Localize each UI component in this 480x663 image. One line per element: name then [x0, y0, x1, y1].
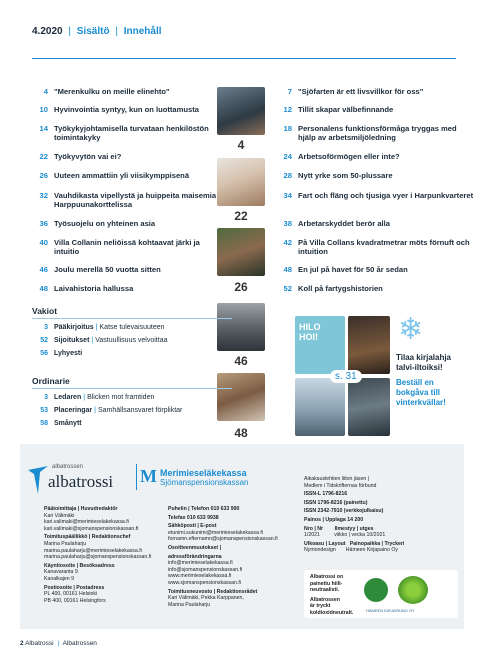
- masthead-heading: Sähköposti | E-post: [168, 523, 217, 530]
- toc-page-number: 12: [283, 105, 292, 114]
- photo-history-man[interactable]: [217, 373, 265, 421]
- regular-item[interactable]: 53 Placeringar | Samhällsansvaret förpliktar: [32, 406, 182, 415]
- logo-big-text: albatrossi: [48, 472, 114, 491]
- toc-title: Työsuojelu on yhteinen asia: [54, 219, 156, 228]
- ad-text-fi: Tilaa kirjalahja talvi-iltoiksi!: [396, 353, 451, 372]
- item-label: Smånytt: [54, 420, 82, 427]
- toc-page-number: 14: [39, 124, 48, 133]
- toc-page-number: 28: [283, 171, 292, 180]
- toc-title: Arbetarskyddet berör alla: [298, 219, 391, 228]
- masthead-heading: ISSN 1796-8216 (painettu): [304, 499, 368, 506]
- toc-title: "Merenkulku on meille elinehto": [54, 87, 170, 96]
- masthead-text: PL 400, 00161 Helsinki: [44, 591, 98, 598]
- page-footer: 2 Albatrossi | Albatrossen: [20, 640, 97, 647]
- toc-title: Vauhdikasta vipellystä ja huippeita maisemia Harppuunakorttelissa: [54, 191, 217, 209]
- masthead-heading: Ulkoasu | Layout Painopaikka | Tryckeri: [304, 540, 405, 547]
- masthead-heading: Osoitteenmuutokset |: [168, 544, 222, 551]
- toc-page-number: 38: [283, 219, 292, 228]
- item-subtitle: Blicken mot framtiden: [87, 394, 155, 401]
- page-number: 2: [20, 640, 24, 647]
- eco-text: Albatrossi on painettu hiili- neutraalisti. Albatrossen är tryckt koldioxidneutralt.: [310, 574, 354, 616]
- toc-title: En jul på havet för 50 år sedan: [298, 265, 408, 274]
- toc-page-number: 32: [39, 191, 48, 200]
- section-ordinarie-title: Ordinarie: [32, 376, 70, 386]
- masthead-heading: Nro | Nr Ilmestyy | utges: [304, 525, 374, 532]
- masthead-text: www.merimieselakekassa.fi: [168, 573, 232, 580]
- masthead-text: etunimi.sukunimi@merimieselakekassa.fi: [168, 529, 263, 536]
- printer-badge: HÄMEEN KIRJAPAINO OY: [366, 608, 415, 613]
- toc-page-number: 10: [39, 105, 48, 114]
- photo-ship-history[interactable]: [217, 303, 265, 351]
- book-cover-hilo-hoi[interactable]: [295, 316, 345, 374]
- org-name-fi: Merimieseläkekassa: [160, 468, 247, 478]
- photo-interview-man[interactable]: [217, 87, 265, 135]
- toc-page-number: 40: [39, 238, 48, 247]
- masthead-column-1: [44, 506, 164, 604]
- book-cover-4[interactable]: [348, 378, 390, 436]
- masthead-text: www.sjomanspensionskassan.fi: [168, 579, 241, 586]
- masthead-heading: Toimituspäällikkö | Redaktionschef: [44, 534, 131, 541]
- toc-page-number: 52: [283, 284, 292, 293]
- logo-small-text: albatrossen: [52, 464, 84, 470]
- mek-logo-icon: M: [140, 466, 157, 486]
- toc-title: Fart och fläng och tjusiga vyer i Harpunkvarteret: [298, 191, 474, 200]
- contents-fi: Sisältö: [76, 26, 110, 37]
- toc-title: Työkykyjohtamisella turvataan henkilöstön toimintakyky: [54, 124, 209, 142]
- regular-item[interactable]: 3 Ledaren | Blicken mot framtiden: [32, 393, 154, 402]
- eco-flower-icon: [398, 576, 428, 604]
- item-page-number: 52: [40, 337, 48, 344]
- page-number-48: 48: [234, 426, 248, 440]
- item-label: Lyhyesti: [54, 350, 83, 357]
- item-subtitle: Samhällsansvaret förpliktar: [97, 407, 183, 414]
- masthead-text: Marina Paulaharju: [168, 601, 211, 608]
- swan-ecolabel-icon: [364, 578, 388, 602]
- toc-title: På Villa Collans kvadratmetrar möts förnuft och intuition: [298, 238, 470, 256]
- toc-page-number: 7: [287, 87, 292, 96]
- toc-title: Tillit skapar välbefinnande: [298, 105, 394, 114]
- toc-title: Joulu merellä 50 vuotta sitten: [54, 265, 161, 274]
- toc-title: Koll på fartygshistorien: [298, 284, 383, 293]
- albatross-bird-icon: [26, 460, 50, 496]
- toc-page-number: 24: [283, 152, 292, 161]
- section-vakiot-title: Vakiot: [32, 306, 58, 316]
- section-rule: [32, 388, 232, 389]
- masthead-heading: ISSN 2342-7910 (verkkojulkaisu): [304, 508, 384, 515]
- masthead-heading: Käyntiosoite | Besöksadress: [44, 562, 115, 569]
- toc-page-number: 36: [39, 219, 48, 228]
- masthead-heading: Päätoimittaja | Huvudredaktör: [44, 506, 118, 512]
- masthead-text: 1/2021 viikko | vecka 10/2021: [304, 532, 386, 539]
- regular-item[interactable]: [32, 349, 82, 358]
- masthead-heading: Telefax 010 633 9938: [168, 514, 219, 521]
- header-rule: [32, 58, 456, 59]
- masthead-heading: Painos | Upplaga 14 200: [304, 516, 364, 523]
- issue-number: 4.2020: [32, 26, 63, 37]
- masthead-text: info@merimieselakekassa.fi: [168, 560, 233, 567]
- item-page-number: 53: [40, 407, 48, 414]
- divider: [136, 464, 137, 490]
- toc-title: Personalens funktionsförmåga tryggas med hjälp av arbetsmiljöledning: [298, 124, 457, 142]
- toc-title: Työkyvytön vai ei?: [54, 152, 122, 161]
- section-rule: [32, 318, 232, 319]
- masthead-text: Marina Paulaharju: [44, 540, 87, 547]
- toc-page-number: 46: [39, 265, 48, 274]
- toc-page-number: 34: [283, 191, 292, 200]
- page-number-22: 22: [234, 209, 248, 223]
- toc-page-number: 18: [283, 124, 292, 133]
- masthead-box: [20, 444, 464, 629]
- item-subtitle: Vastuullisuus velvoittaa: [95, 337, 168, 344]
- masthead-heading: Postiosoite | Postadress: [44, 584, 105, 591]
- masthead-text: Nymondesign Hämeen Kirjapaino Oy: [304, 547, 398, 554]
- albatrossi-logo: [26, 460, 50, 501]
- masthead-text: Kanavaranta 9: [44, 569, 78, 576]
- masthead-column-2: [168, 506, 308, 608]
- item-page-number: 3: [44, 394, 48, 401]
- toc-page-number: 48: [283, 265, 292, 274]
- masthead-heading: Toimitusneuvosto | Redaktionsrådet: [168, 588, 258, 595]
- regular-item[interactable]: [32, 419, 82, 428]
- item-page-number: 3: [44, 324, 48, 331]
- masthead-text: kari.valimaki@merimieselakekassa.fi: [44, 519, 129, 526]
- masthead-text: fornamn.efternamn@sjomanspensionskassan.fi: [168, 536, 278, 543]
- toc-page-number: 48: [39, 284, 48, 293]
- item-label: Placeringar: [54, 407, 93, 414]
- photo-career-man[interactable]: [217, 228, 265, 276]
- toc-page-number: 42: [283, 238, 292, 247]
- masthead-text: info@sjomanspensionskassan.fi: [168, 566, 243, 573]
- item-label: Pääkirjoitus: [54, 324, 94, 331]
- masthead-text: Kari Välimäki, Pekka Karppanen,: [168, 595, 244, 602]
- photo-woman[interactable]: [217, 158, 265, 206]
- toc-page-number: 22: [39, 152, 48, 161]
- masthead-text: Medlem i Tidskrifternas förbund: [304, 482, 377, 489]
- toc-title: Uuteen ammattiin yli viisikymppisenä: [54, 171, 190, 180]
- book-cover-2[interactable]: [348, 316, 390, 374]
- toc-title: Hyvinvointia syntyy, kun on luottamusta: [54, 105, 200, 114]
- masthead-heading: ISSN-L 1796-8216: [304, 491, 348, 498]
- toc-title: Arbetsoförmögen eller inte?: [298, 152, 400, 161]
- item-page-number: 56: [40, 350, 48, 357]
- masthead-text: Kanalkajen 9: [44, 575, 74, 582]
- masthead-text: kari.valimaki@sjomanspensionskassan.fi: [44, 525, 139, 532]
- masthead-heading: Puhelin | Telefon 010 633 990: [168, 506, 240, 512]
- issue-header: 4.2020 | Sisältö | Innehåll: [32, 26, 162, 37]
- page-number-46: 46: [234, 354, 248, 368]
- masthead-text: marina.paulaharju@merimieselakekassa.fi: [44, 547, 142, 554]
- masthead-text: PB 400, 00161 Helsingfors: [44, 597, 106, 604]
- toc-title: Villa Collanin neliöissä kohtaavat järki ja intuitio: [54, 238, 200, 256]
- regular-item[interactable]: 52 Sijoitukset | Vastuullisuus velvoittaa: [32, 336, 167, 345]
- page-number-26: 26: [234, 280, 248, 294]
- item-subtitle: Katse tulevaisuuteen: [99, 324, 165, 331]
- masthead-column-3: [304, 476, 454, 554]
- magazine-name-fi: Albatrossi: [25, 640, 54, 647]
- contents-sv: Innehåll: [123, 26, 162, 37]
- regular-item[interactable]: 3 Pääkirjoitus | Katse tulevaisuuteen: [32, 323, 165, 332]
- toc-title: "Sjöfarten är ett livsvillkor för oss": [298, 87, 424, 96]
- org-name-sv: Sjömanspensionskassan: [160, 478, 249, 487]
- item-label: Sijoitukset: [54, 337, 90, 344]
- book-cover-3[interactable]: [295, 378, 345, 436]
- masthead-text: Kari Välimäki: [44, 512, 75, 519]
- snowflake-icon: ❄: [398, 313, 424, 346]
- masthead-heading: adressförändringarna: [168, 553, 222, 560]
- item-page-number: 58: [40, 420, 48, 427]
- toc-title: Nytt yrke som 50-plussare: [298, 171, 393, 180]
- masthead-text: marina.paulaharju@sjomanspensionskassan.fi: [44, 554, 152, 561]
- magazine-name-sv: Albatrossen: [62, 640, 97, 647]
- ad-text-sv: Beställ en bokgåva till vinterkvällar!: [396, 378, 446, 407]
- masthead-text: Aikakauslehtien liiton jäsen |: [304, 476, 370, 482]
- book-cover-title: HILO HOI!: [299, 322, 321, 342]
- page-number-4: 4: [237, 138, 245, 152]
- eco-box: [304, 570, 458, 618]
- toc-page-number: 4: [43, 87, 48, 96]
- page-ref-badge: s. 31: [330, 370, 362, 383]
- item-label: Ledaren: [54, 394, 82, 401]
- toc-title: Laivahistoria hallussa: [54, 284, 134, 293]
- toc-page-number: 26: [39, 171, 48, 180]
